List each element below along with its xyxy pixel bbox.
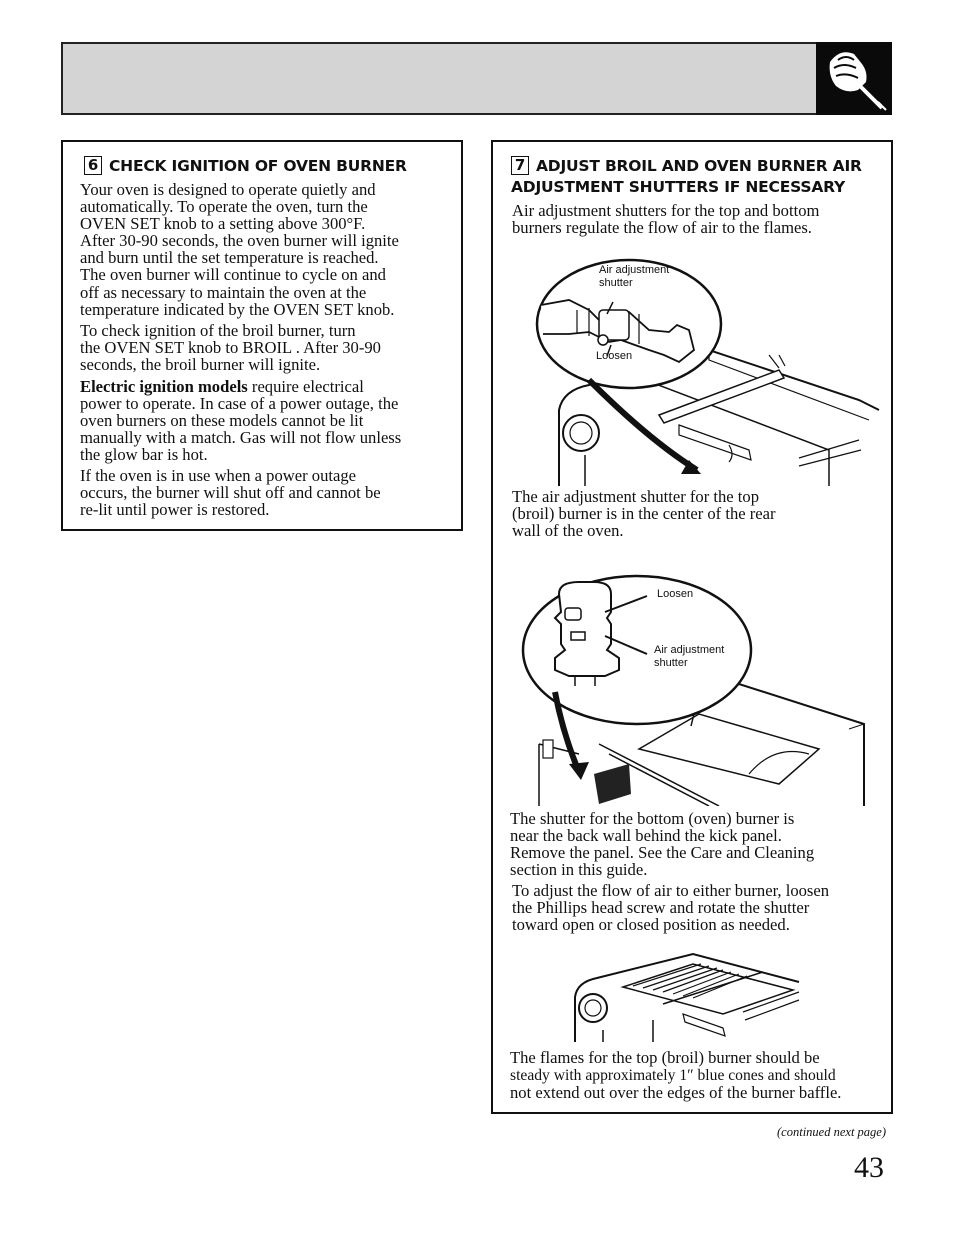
step6-box: [61, 140, 463, 531]
step7-caption4: The flames for the top (broil) burner should be steady with approximately 1″ blue cones and should not extend out over the edges of the burner baffle.: [510, 1048, 842, 1103]
step6-para1: Your oven is designed to operate quietly and automatically. To operate the oven, turn the OVEN SET knob to a setting above 300°F. After 30-90 seconds, the oven burner will ignite and burn until the set temperature is reached. The oven burner will continue to cycle on and off as necessary to maintain the oven at the temperature indicated by the OVEN SET knob.: [80, 180, 399, 319]
step7-intro: Air adjustment shutters for the top and bottom burners regulate the flow of air to the flames.: [512, 201, 820, 238]
page-number: 43: [854, 1151, 884, 1184]
continued-note: (continued next page): [777, 1125, 886, 1139]
step6-heading: [84, 156, 407, 177]
header-icon-box: [816, 42, 892, 115]
step6-para4: If the oven is in use when a power outage occurs, the burner will shut off and cannot be re-lit until power is restored.: [80, 466, 381, 520]
broil-flames-illustration: [573, 942, 803, 1042]
step7-title-line1: ADJUST BROIL AND OVEN BURNER AIR: [536, 157, 862, 175]
step6-para3: Electric ignition models require electrical power to operate. In case of a power outage, the oven burners on these models cannot be lit manually with a match. Gas will not flow unless the glow bar is hot.: [80, 377, 402, 465]
step7-number: 7: [511, 156, 529, 175]
step6-number: 6: [84, 156, 102, 175]
step6-para2: To check ignition of the broil burner, turn the OVEN SET knob to BROIL . After 30-90 seconds, the broil burner will ignite.: [80, 321, 381, 375]
step7-caption2: The shutter for the bottom (oven) burner is near the back wall behind the kick panel. Remove the panel. See the Care and Cleaning section in this guide.: [510, 809, 815, 880]
step7-caption1: The air adjustment shutter for the top (broil) burner is in the center of the rear wall of the oven.: [512, 487, 776, 541]
fig1-shutter-label: Air adjustment shutter: [599, 264, 670, 289]
fig2-loosen-label: Loosen: [657, 588, 694, 600]
step6-title: CHECK IGNITION OF OVEN BURNER: [109, 157, 407, 175]
step7-caption3: To adjust the flow of air to either burner, loosen the Phillips head screw and rotate the shutter toward open or closed position as needed.: [512, 881, 830, 935]
fig2-shutter-label: Air adjustment shutter: [654, 644, 725, 669]
step7-heading: [511, 156, 862, 198]
fig1-loosen-label: Loosen: [596, 350, 633, 362]
step7-box: [491, 140, 893, 1114]
hand-with-screwdriver-icon: [816, 42, 892, 115]
step7-title-line2: ADJUSTMENT SHUTTERS IF NECESSARY: [511, 178, 846, 196]
broil-burner-shutter-illustration: [529, 250, 881, 486]
page-header-bar: [61, 42, 892, 115]
oven-burner-shutter-illustration: [519, 574, 869, 806]
